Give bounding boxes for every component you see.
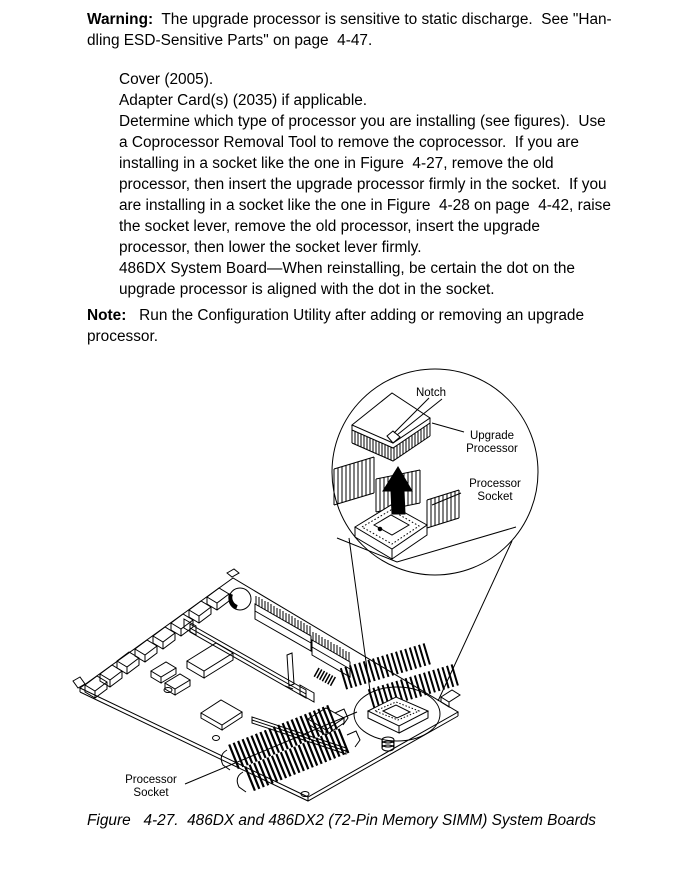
figure-caption: Figure 4-27. 486DX and 486DX2 (72-Pin Memory SIMM) System Boards bbox=[87, 812, 596, 829]
magnifier-circle-outline bbox=[332, 369, 538, 575]
notch-label: Notch bbox=[415, 387, 447, 399]
step-determine-line-6: the socket lever, remove the old processor, insert the upgrade bbox=[119, 218, 540, 235]
upgrade-processor-label-line-2: Processor bbox=[466, 443, 518, 455]
note-text: Run the Configuration Utility after adding or removing an upgrade bbox=[126, 307, 585, 324]
step-determine-line-3: installing in a socket like the one in Figure 4-27, remove the old bbox=[119, 155, 554, 172]
warning-label: Warning: bbox=[87, 11, 154, 28]
step-486dx-line-1: 486DX System Board—When reinstalling, be certain the dot on the bbox=[119, 260, 575, 277]
step-determine-line-2: a Coprocessor Removal Tool to remove the coprocessor. If you are bbox=[119, 134, 579, 151]
note-label: Note: bbox=[87, 307, 127, 324]
warning-line-2: dling ESD-Sensitive Parts" on page 4-47. bbox=[87, 32, 373, 49]
system-board bbox=[73, 569, 460, 801]
step-determine-line-5: are installing in a socket like the one in Figure 4-28 on page 4-42, raise bbox=[119, 197, 611, 214]
inset-processor-socket-label-line-2: Socket bbox=[477, 491, 513, 503]
socket-alignment-dot bbox=[378, 527, 382, 531]
step-determine-line-4: processor, then insert the upgrade processor firmly in the socket. If you bbox=[119, 176, 607, 193]
note-line-2: processor. bbox=[87, 328, 159, 345]
step-determine-line-7: processor, then lower the socket lever firmly. bbox=[119, 239, 422, 256]
upgrade-processor-label-line-1: Upgrade bbox=[469, 430, 515, 442]
board-processor-socket-label bbox=[125, 774, 177, 799]
inset-processor-socket-label-line-1: Processor bbox=[469, 478, 521, 490]
step-adapter: Adapter Card(s) (2035) if applicable. bbox=[119, 92, 368, 109]
magnifier-circle bbox=[332, 369, 538, 575]
step-486dx-line-2: upgrade processor is aligned with the dot in the socket. bbox=[119, 281, 495, 298]
board-socket-label-line-2: Socket bbox=[133, 787, 169, 799]
board-socket-label-line-1: Processor bbox=[125, 774, 177, 786]
warning-text: The upgrade processor is sensitive to static discharge. See "Han- bbox=[153, 11, 612, 28]
step-cover: Cover (2005). bbox=[119, 71, 214, 88]
step-determine-line-1: Determine which type of processor you are installing (see figures). Use bbox=[119, 113, 606, 130]
